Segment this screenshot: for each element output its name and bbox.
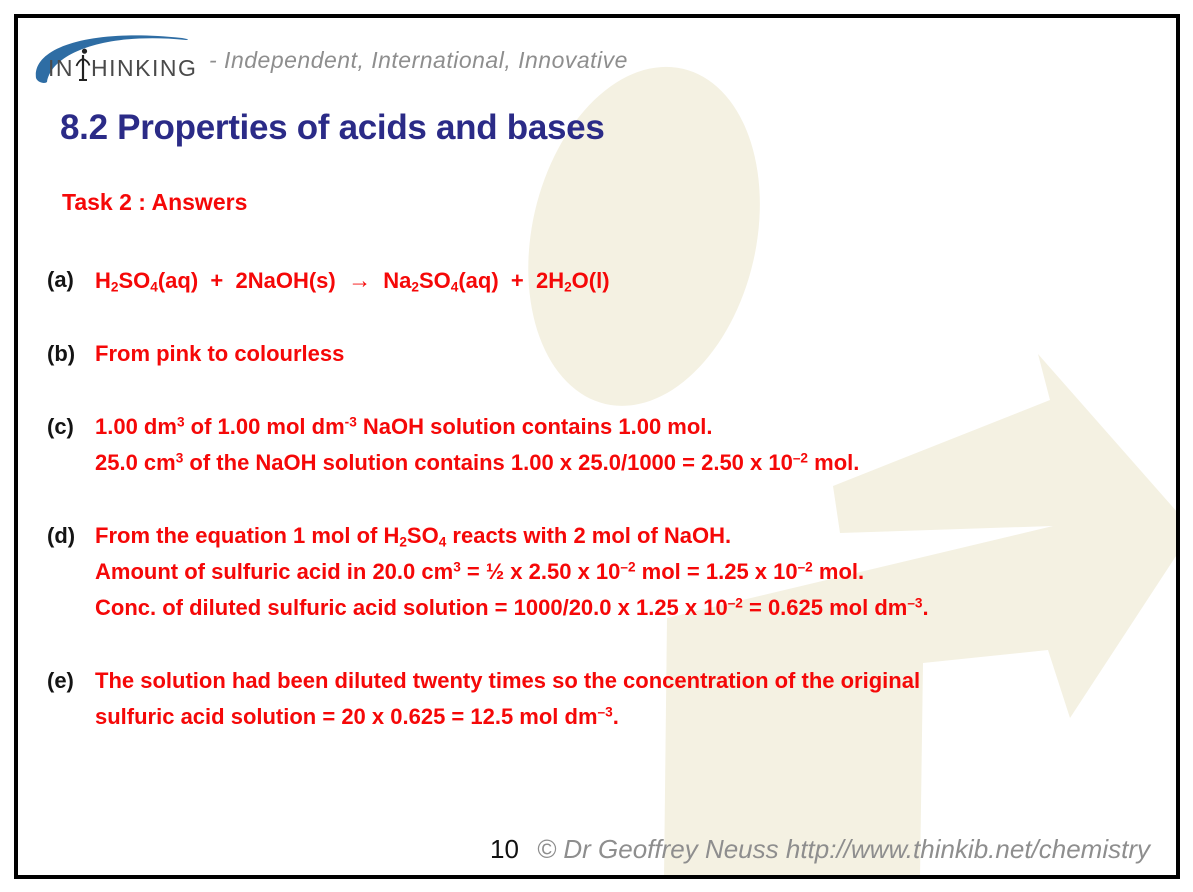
person-icon — [75, 48, 91, 82]
answer-row — [47, 262, 1163, 299]
answer-row — [47, 518, 1163, 626]
copyright-credit: © Dr Geoffrey Neuss http://www.thinkib.net/chemistry — [536, 834, 1150, 864]
answer-label: (d) — [47, 523, 76, 548]
task-subtitle: Task 2 : Answers — [62, 189, 248, 215]
answer-row — [47, 409, 1163, 481]
answer-text: From the equation 1 mol of $H_2SO_4$ reacts with 2 mol of NaOH. Amount of sulfuric acid in 20.0 $cm^3$ = ½ x 2.50 x $10^{-2}$ mol = 1.25 x $10^{-2}$ mol. Conc. of diluted sulfuric acid solution = 1000/20.0 x 1.25 x $10^{-2} = 0.625$ mol $dm^{-3}$. — [95, 523, 929, 620]
answers-list — [47, 262, 1163, 772]
logo-wordmark — [48, 48, 197, 82]
answer-label: (b) — [47, 341, 76, 366]
logo-tagline: - Independent, International, Innovative — [209, 47, 628, 73]
answer-text: From pink to colourless — [95, 341, 345, 366]
answer-row — [47, 336, 1163, 372]
answer-text: The solution had been diluted twenty times so the concentration of the original sulfuric acid solution = 20 x 0.625 = 12.5 mol $dm^{-3}$. — [95, 668, 921, 729]
answer-label: (e) — [47, 668, 74, 693]
page-title: 8.2 Properties of acids and bases — [60, 108, 605, 147]
answer-label: (a) — [47, 267, 74, 292]
answer-label: (c) — [47, 414, 74, 439]
page-number: 10 — [490, 834, 519, 864]
header — [30, 24, 628, 84]
logo-text-suffix: HINKING — [91, 55, 198, 81]
answer-text: $H_2SO_4(aq)$ + 2NaOH(s) → $Na_2SO_4(aq) + 2H_2O(l)$ — [95, 267, 610, 295]
answer-row — [47, 663, 1163, 735]
footer — [0, 834, 1150, 865]
answer-text: 1.00 $dm^3$ of 1.00 mol $dm^{-3}$ NaOH solution contains 1.00 mol. 25.0 $cm^3$ of the NaOH solution contains 1.00 x 25.0/1000 = 2.50 x $10^{-2}$ mol. — [95, 414, 860, 475]
logo-text-prefix: IN — [48, 55, 74, 81]
inthinking-logo — [30, 26, 198, 84]
